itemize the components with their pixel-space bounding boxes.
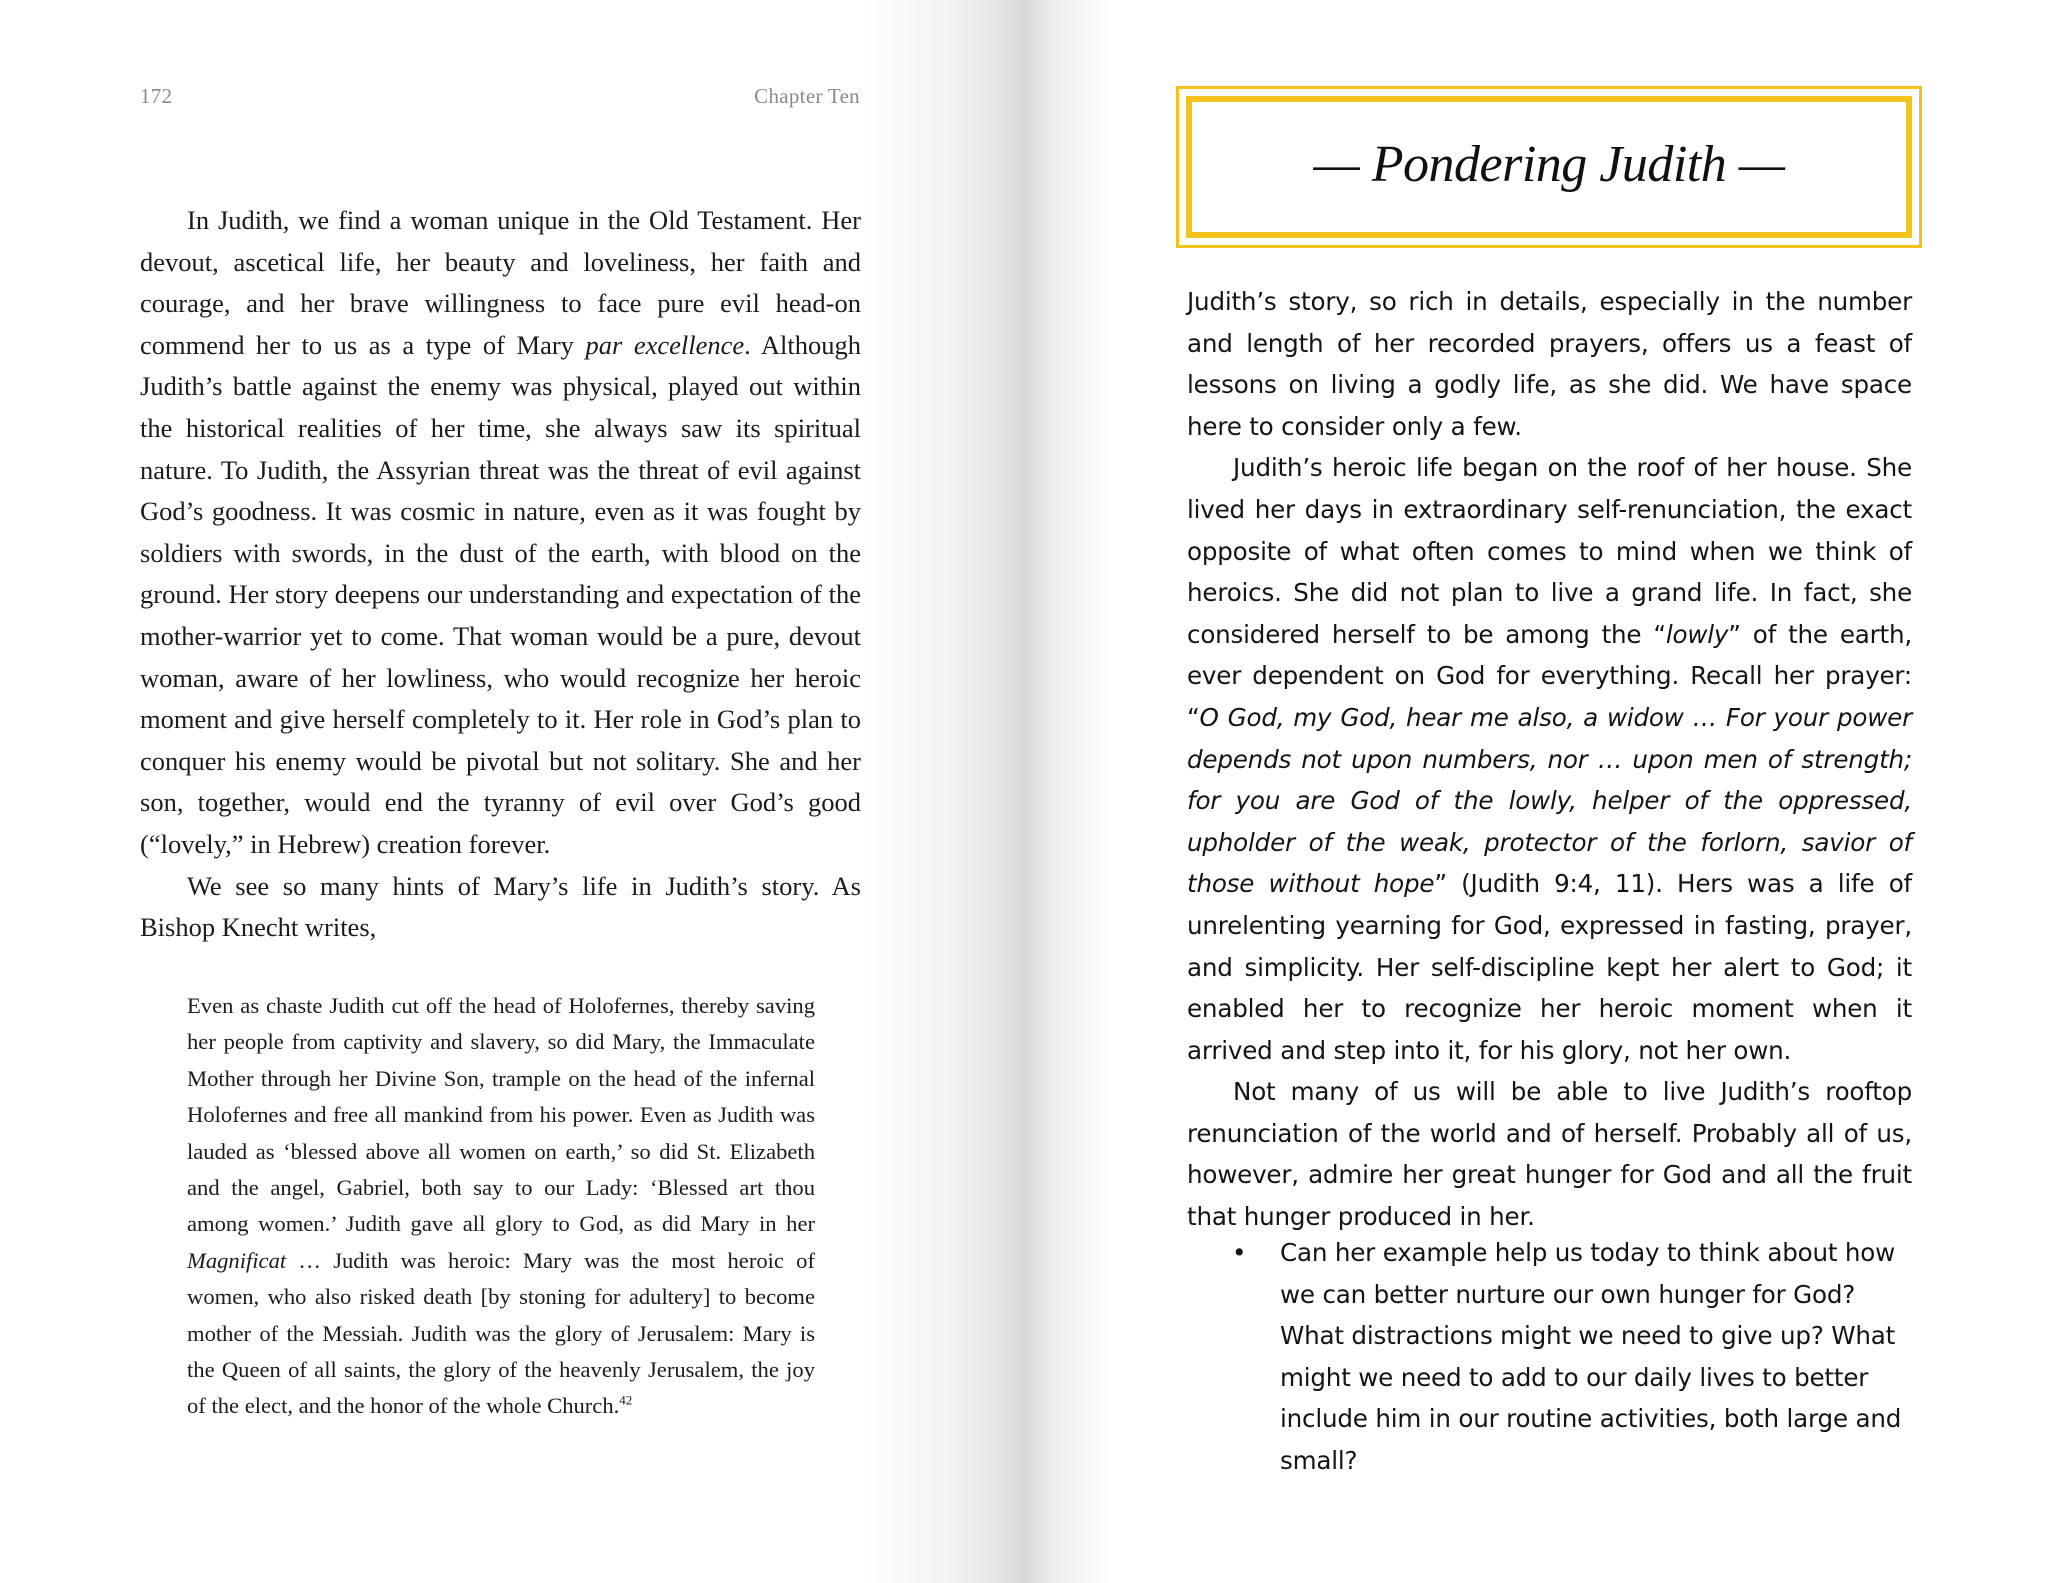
italic-run: lowly	[1665, 619, 1729, 649]
text-run: We see so many hints of Mary’s life in Judith’s story. As Bishop Knecht writes,	[140, 870, 861, 943]
reflection-question-list	[1232, 1232, 1912, 1482]
left-paragraph-1	[140, 200, 861, 866]
quote-run: Even as chaste Judith cut off the head of Holofernes, thereby saving her people from captivity and slavery, so did Mary, the Immaculate Mother through her Divine Son, trample on the head of the infernal Holofernes and free all mankind from his power. Even as Judith was lauded as ‘blessed above all women on earth,’ so did St. Elizabeth and the angel, Gabriel, both say to our Lady: ‘Blessed art thou among women.’ Judith gave all glory to God, as did Mary in her	[187, 993, 815, 1237]
running-head-chapter: Chapter Ten	[754, 84, 860, 108]
right-paragraph-1	[1187, 281, 1912, 447]
reflection-question-text: Can her example help us today to think about how we can better nurture our own hunger for God? What distractions might we need to give up? What might we need to add to our daily lives to better include him in our routine activities, both large and small?	[1280, 1238, 1902, 1475]
italic-run: par excellence	[585, 329, 745, 360]
right-paragraph-2	[1187, 447, 1912, 1071]
left-paragraph-2	[140, 866, 861, 949]
list-item	[1232, 1232, 1912, 1482]
text-run: Judith’s story, so rich in details, especially in the number and length of her recorded prayers, offers us a feast of lessons on living a godly life, as she did. We have space here to consider only a few.	[1187, 287, 1912, 441]
section-title-box	[1176, 86, 1922, 248]
page-number: 172	[140, 84, 173, 108]
left-body-text	[140, 200, 861, 949]
quote-run: … Judith was heroic: Mary was the most heroic of women, who also risked death [by stoning for adultery] to become mother of the Messiah. Judith was the glory of Jerusalem: Mary is the Queen of all saints, the glory of the heavenly Jerusalem, the joy of the elect, and the honor of the whole Church.	[187, 1247, 815, 1419]
text-run: Not many of us will be able to live Judith’s rooftop renunciation of the world and of herself. Probably all of us, however, admire her great hunger for God and all the fruit that hunger produced in her.	[1187, 1077, 1912, 1232]
section-title: — Pondering Judith —	[1313, 136, 1785, 193]
italic-run: O God, my God, hear me also, a widow … For your power depends not upon numbers, nor … upon men of strength; for you are God of the lowly, helper of the oppressed, upholder of the weak, protector of the forlorn, savior of those without hope	[1187, 702, 1912, 899]
right-paragraph-3	[1187, 1071, 1912, 1237]
text-run: ” of the earth, ever dependent on God for everything. Recall her prayer: “	[1187, 619, 1913, 732]
quote-italic-run: Magnificat	[187, 1247, 287, 1273]
bullet-icon: •	[1232, 1238, 1247, 1267]
text-run: In Judith, we find a woman unique in the Old Testament. Her devout, ascetical life, her beauty and loveliness, her faith and courage, and her brave willingness to face pure evil head-on commend her to us as a type of Mary	[140, 205, 861, 360]
text-run: Judith’s heroic life began on the roof of her house. She lived her days in extraordinary self-renunciation, the exact opposite of what often comes to mind when we think of heroics. She did not plan to live a grand life. In fact, she considered herself to be among the “	[1187, 453, 1912, 649]
text-run: ” (Judith 9:4, 11). Hers was a life of unrelenting yearning for God, expressed in fasting, prayer, and simplicity. Her self-discipline kept her alert to God; it enabled her to recognize her heroic moment when it arrived and step into it, for his glory, not her own.	[1187, 869, 1912, 1065]
text-run: . Although Judith’s battle against the enemy was physical, played out within the historical realities of her time, she always saw its spiritual nature. To Judith, the Assyrian threat was the threat of evil against God’s goodness. It was cosmic in nature, even as it was fought by soldiers with swords, in the dust of the earth, with blood on the ground. Her story deepens our understanding and expectation of the mother-warrior yet to come. That woman would be a pure, devout woman, aware of her lowliness, who would recognize her heroic moment and give herself completely to it. Her role in God’s plan to conquer his enemy would be pivotal but not solitary. She and her son, together, would end the tyranny of evil over God’s good (“lovely,” in Hebrew) creation forever.	[140, 329, 862, 859]
footnote-reference: 42	[619, 1392, 633, 1408]
right-body-text	[1187, 281, 1912, 1238]
block-quote	[187, 988, 815, 1425]
